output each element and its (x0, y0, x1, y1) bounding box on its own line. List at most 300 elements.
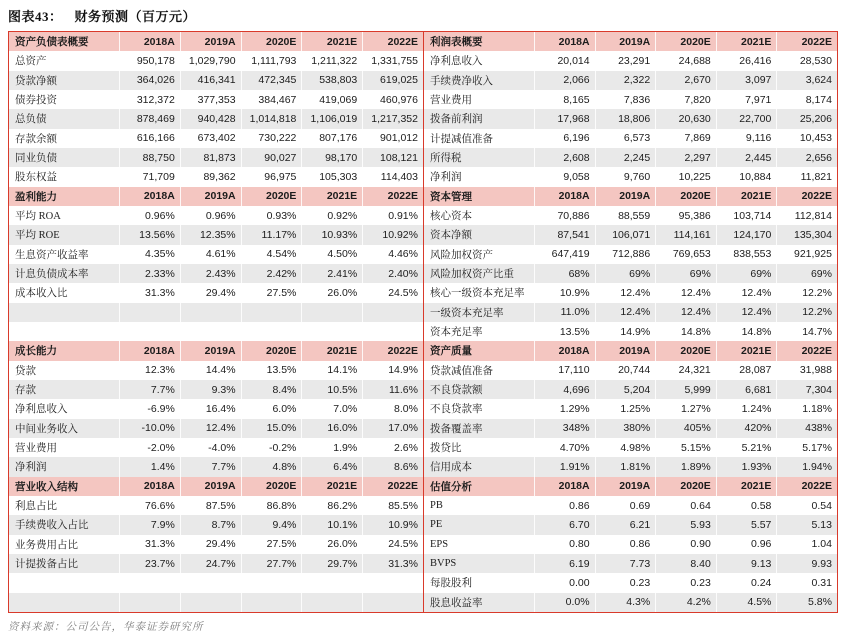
table-row (424, 535, 837, 554)
column-header: 2019A (595, 477, 656, 496)
filler-row (9, 322, 423, 341)
cell-value: 9,760 (595, 167, 656, 186)
cell-value: 769,653 (655, 245, 716, 264)
cell-value: 1.81% (595, 457, 656, 476)
row-label: 成本收入比 (15, 288, 68, 300)
cell-value: 12.2% (776, 303, 837, 322)
column-header: 2021E (301, 32, 362, 51)
cell-value: 8.7% (180, 515, 241, 534)
cell-value: 24.5% (362, 535, 423, 554)
cell-value: -2.0% (119, 438, 180, 457)
table-row (424, 593, 837, 612)
cell-value: 0.93% (241, 206, 302, 225)
table-row (424, 129, 837, 148)
cell-value: 460,976 (362, 90, 423, 109)
column-header: 2021E (301, 477, 362, 496)
table-row (9, 496, 423, 515)
right-table (423, 32, 837, 612)
cell-value: 7.7% (180, 457, 241, 476)
cell-value (301, 322, 362, 341)
table-row (424, 554, 837, 573)
cell-value: 0.24 (716, 573, 777, 592)
cell-value: 1,029,790 (180, 51, 241, 70)
row-label: 风险加权资产比重 (430, 269, 514, 281)
cell-value: 24.7% (180, 554, 241, 573)
table-row (424, 457, 837, 476)
cell-value: 16.4% (180, 399, 241, 418)
cell-value: 7.7% (119, 380, 180, 399)
cell-value: 69% (716, 264, 777, 283)
cell-value: 4.98% (595, 438, 656, 457)
row-label: 一级资本充足率 (430, 307, 504, 319)
table-row (9, 109, 423, 128)
figure-name: 财务预测（百万元） (74, 9, 197, 24)
cell-value: 13.5% (534, 322, 595, 341)
row-label: 信用成本 (430, 462, 472, 474)
cell-value: 98,170 (301, 148, 362, 167)
column-header: 2021E (716, 477, 777, 496)
cell-value: 15.0% (241, 419, 302, 438)
cell-value: 26.0% (301, 283, 362, 302)
cell-value: 1.29% (534, 399, 595, 418)
cell-value: 14.8% (655, 322, 716, 341)
cell-value: 0.96% (180, 206, 241, 225)
cell-value: 29.7% (301, 554, 362, 573)
cell-value: 12.35% (180, 225, 241, 244)
column-header: 2019A (180, 477, 241, 496)
table-row (9, 380, 423, 399)
cell-value: 0.0% (534, 593, 595, 612)
cell-value: 89,362 (180, 167, 241, 186)
column-header: 2022E (362, 477, 423, 496)
cell-value: 106,071 (595, 225, 656, 244)
cell-value: 12.2% (776, 283, 837, 302)
table-row (424, 361, 837, 380)
cell-value: 96,975 (241, 167, 302, 186)
column-header: 2022E (776, 341, 837, 360)
table-row (424, 438, 837, 457)
cell-value: 25,206 (776, 109, 837, 128)
row-label: 不良贷款率 (430, 404, 483, 416)
row-label: 业务费用占比 (15, 539, 78, 551)
row-label: 总资产 (15, 56, 47, 68)
cell-value: 0.80 (534, 535, 595, 554)
cell-value: 0.96 (716, 535, 777, 554)
cell-value: 10,884 (716, 167, 777, 186)
row-label: 中间业务收入 (15, 423, 78, 435)
cell-value: 86.2% (301, 496, 362, 515)
cell-value: -10.0% (119, 419, 180, 438)
cell-value: 807,176 (301, 129, 362, 148)
cell-value: 7.9% (119, 515, 180, 534)
cell-value: 619,025 (362, 71, 423, 90)
cell-value: 12.4% (716, 303, 777, 322)
cell-value: 88,559 (595, 206, 656, 225)
row-label: 核心一级资本充足率 (430, 288, 525, 300)
cell-value: 87,541 (534, 225, 595, 244)
table-row (424, 148, 837, 167)
section-title: 资本管理 (430, 191, 472, 203)
section-header-row (424, 32, 837, 51)
cell-value: 7,820 (655, 90, 716, 109)
row-label: 所得税 (430, 153, 462, 165)
cell-value: 4.5% (716, 593, 777, 612)
cell-value (241, 573, 302, 592)
row-label: 生息资产收益率 (15, 249, 89, 261)
cell-value: 11,821 (776, 167, 837, 186)
cell-value: 5,204 (595, 380, 656, 399)
cell-value: 2.40% (362, 264, 423, 283)
row-label: 股东权益 (15, 172, 57, 184)
section-title: 利润表概要 (430, 37, 483, 49)
column-header: 2022E (776, 477, 837, 496)
cell-value: 31,988 (776, 361, 837, 380)
cell-value: 2,608 (534, 148, 595, 167)
row-label: 债券投资 (15, 95, 57, 107)
cell-value: 8,165 (534, 90, 595, 109)
cell-value: 6.4% (301, 457, 362, 476)
row-label: 总负债 (15, 114, 47, 126)
table-row (9, 419, 423, 438)
filler-row (9, 593, 423, 612)
column-header: 2018A (119, 32, 180, 51)
cell-value: 0.69 (595, 496, 656, 515)
cell-value: 0.86 (595, 535, 656, 554)
cell-value (241, 593, 302, 612)
row-label: 拨备前利润 (430, 114, 483, 126)
cell-value: 538,803 (301, 71, 362, 90)
cell-value: 0.92% (301, 206, 362, 225)
table-row (424, 496, 837, 515)
cell-value: 4.70% (534, 438, 595, 457)
cell-value: 1,331,755 (362, 51, 423, 70)
row-label: BVPS (430, 558, 457, 570)
cell-value: 31.3% (362, 554, 423, 573)
table-row (9, 225, 423, 244)
cell-value: 0.96% (119, 206, 180, 225)
row-label: 存款 (15, 385, 36, 397)
row-label: 贷款 (15, 365, 36, 377)
cell-value: 4.46% (362, 245, 423, 264)
row-label: 计提拨备占比 (15, 559, 78, 571)
row-label (9, 303, 119, 322)
cell-value: 1.4% (119, 457, 180, 476)
cell-value: 5.13 (776, 515, 837, 534)
row-label: 资本充足率 (430, 327, 483, 339)
section-header-row (9, 187, 423, 206)
cell-value: 5.93 (655, 515, 716, 534)
cell-value: 12.4% (595, 283, 656, 302)
filler-row (9, 573, 423, 592)
cell-value: 20,630 (655, 109, 716, 128)
table-row (424, 225, 837, 244)
section-title: 估值分析 (430, 481, 472, 493)
cell-value: 4.61% (180, 245, 241, 264)
cell-value: 4.50% (301, 245, 362, 264)
financial-forecast-table (8, 31, 838, 613)
cell-value: 112,814 (776, 206, 837, 225)
column-header: 2022E (776, 32, 837, 51)
cell-value: 0.91% (362, 206, 423, 225)
cell-value: 364,026 (119, 71, 180, 90)
cell-value: 24,688 (655, 51, 716, 70)
cell-value: 13.56% (119, 225, 180, 244)
section-title: 营业收入结构 (15, 481, 78, 493)
column-header: 2020E (655, 477, 716, 496)
cell-value: 5.8% (776, 593, 837, 612)
table-row (9, 457, 423, 476)
cell-value: 14.7% (776, 322, 837, 341)
table-row (424, 71, 837, 90)
row-label: 营业费用 (430, 95, 472, 107)
cell-value: 1.93% (716, 457, 777, 476)
table-row (424, 303, 837, 322)
cell-value: 11.17% (241, 225, 302, 244)
cell-value (301, 593, 362, 612)
cell-value: 124,170 (716, 225, 777, 244)
table-row (424, 206, 837, 225)
row-label: 每股股利 (430, 578, 472, 590)
column-header: 2018A (534, 187, 595, 206)
cell-value: 17.0% (362, 419, 423, 438)
cell-value: 27.5% (241, 535, 302, 554)
cell-value (180, 303, 241, 322)
cell-value (241, 322, 302, 341)
section-title: 资产负债表概要 (15, 37, 89, 49)
cell-value: 950,178 (119, 51, 180, 70)
cell-value (119, 303, 180, 322)
row-label: 手续费收入占比 (15, 520, 89, 532)
table-row (9, 515, 423, 534)
row-label: 净利润 (15, 462, 47, 474)
column-header: 2018A (119, 477, 180, 496)
cell-value: 14.4% (180, 361, 241, 380)
cell-value: 69% (776, 264, 837, 283)
row-label: 风险加权资产 (430, 249, 493, 261)
cell-value: 0.90 (655, 535, 716, 554)
cell-value: 921,925 (776, 245, 837, 264)
cell-value: 9.4% (241, 515, 302, 534)
cell-value: 20,014 (534, 51, 595, 70)
cell-value: 14.9% (595, 322, 656, 341)
cell-value (301, 573, 362, 592)
cell-value: 940,428 (180, 109, 241, 128)
cell-value: 377,353 (180, 90, 241, 109)
cell-value: 7,304 (776, 380, 837, 399)
cell-value: 27.7% (241, 554, 302, 573)
column-header: 2020E (241, 32, 302, 51)
row-label: 利息占比 (15, 501, 57, 513)
cell-value: 108,121 (362, 148, 423, 167)
column-header: 2021E (716, 187, 777, 206)
cell-value: 5.17% (776, 438, 837, 457)
cell-value: 24,321 (655, 361, 716, 380)
table-row (9, 399, 423, 418)
cell-value: 22,700 (716, 109, 777, 128)
row-label: 计息负债成本率 (15, 269, 89, 281)
cell-value: 9,116 (716, 129, 777, 148)
cell-value: 69% (595, 264, 656, 283)
row-label: PE (430, 519, 443, 531)
row-label: 股息收益率 (430, 597, 483, 609)
cell-value: 6.21 (595, 515, 656, 534)
cell-value: 6,196 (534, 129, 595, 148)
table-row (9, 245, 423, 264)
cell-value: 26.0% (301, 535, 362, 554)
row-label: 计提减值准备 (430, 133, 493, 145)
table-row (9, 554, 423, 573)
cell-value (180, 322, 241, 341)
cell-value: 673,402 (180, 129, 241, 148)
cell-value: 2,670 (655, 71, 716, 90)
cell-value: 4.54% (241, 245, 302, 264)
cell-value: 11.6% (362, 380, 423, 399)
cell-value: 6,681 (716, 380, 777, 399)
cell-value: 10.93% (301, 225, 362, 244)
figure-title (8, 6, 196, 25)
column-header: 2019A (595, 32, 656, 51)
table-row (9, 90, 423, 109)
cell-value: 17,968 (534, 109, 595, 128)
row-label: 贷款净额 (15, 75, 57, 87)
column-header: 2018A (119, 187, 180, 206)
cell-value: 14.9% (362, 361, 423, 380)
cell-value: 86.8% (241, 496, 302, 515)
cell-value: 23.7% (119, 554, 180, 573)
cell-value: 4.35% (119, 245, 180, 264)
column-header: 2021E (301, 341, 362, 360)
cell-value (119, 593, 180, 612)
cell-value (180, 593, 241, 612)
table-row (9, 71, 423, 90)
cell-value: 12.4% (716, 283, 777, 302)
cell-value: 416,341 (180, 71, 241, 90)
table-row (424, 51, 837, 70)
cell-value: 28,087 (716, 361, 777, 380)
left-table (9, 32, 423, 612)
table-row (424, 167, 837, 186)
cell-value: 7,836 (595, 90, 656, 109)
cell-value: 901,012 (362, 129, 423, 148)
cell-value: 14.8% (716, 322, 777, 341)
cell-value: 5.21% (716, 438, 777, 457)
cell-value: 384,467 (241, 90, 302, 109)
table-row (424, 419, 837, 438)
cell-value (180, 573, 241, 592)
cell-value: 5,999 (655, 380, 716, 399)
cell-value: 28,530 (776, 51, 837, 70)
cell-value: 2,656 (776, 148, 837, 167)
cell-value: 76.6% (119, 496, 180, 515)
row-label: 资本净额 (430, 230, 472, 242)
column-header: 2019A (595, 187, 656, 206)
cell-value: -0.2% (241, 438, 302, 457)
column-header: 2019A (180, 32, 241, 51)
cell-value: 472,345 (241, 71, 302, 90)
column-header: 2019A (595, 341, 656, 360)
cell-value: 7,869 (655, 129, 716, 148)
row-label: 不良贷款额 (430, 385, 483, 397)
table-row (424, 109, 837, 128)
table-row (424, 283, 837, 302)
table-row (9, 206, 423, 225)
table-row (424, 322, 837, 341)
cell-value: 2.6% (362, 438, 423, 457)
cell-value: 10.1% (301, 515, 362, 534)
table-row (424, 90, 837, 109)
table-row (424, 515, 837, 534)
cell-value: 1,211,322 (301, 51, 362, 70)
row-label: 存款余额 (15, 133, 57, 145)
column-header: 2018A (119, 341, 180, 360)
table-row (9, 361, 423, 380)
cell-value: 1,106,019 (301, 109, 362, 128)
cell-value: 90,027 (241, 148, 302, 167)
cell-value: 1.89% (655, 457, 716, 476)
table-row (9, 283, 423, 302)
cell-value: 7.0% (301, 399, 362, 418)
column-header: 2020E (655, 32, 716, 51)
section-header-row (9, 341, 423, 360)
cell-value: 10,453 (776, 129, 837, 148)
cell-value: 1,217,352 (362, 109, 423, 128)
column-header: 2022E (362, 32, 423, 51)
cell-value: 6,573 (595, 129, 656, 148)
cell-value: 4.2% (655, 593, 716, 612)
section-header-row (424, 187, 837, 206)
row-label: 平均 ROE (15, 230, 60, 242)
cell-value: 105,303 (301, 167, 362, 186)
cell-value: 6.70 (534, 515, 595, 534)
cell-value: 2,322 (595, 71, 656, 90)
section-title: 成长能力 (15, 346, 57, 358)
section-header-row (424, 477, 837, 496)
cell-value: 7.73 (595, 554, 656, 573)
cell-value: 3,097 (716, 71, 777, 90)
cell-value: 438% (776, 419, 837, 438)
cell-value: 10.5% (301, 380, 362, 399)
row-label (9, 573, 119, 592)
cell-value: 29.4% (180, 283, 241, 302)
cell-value (241, 303, 302, 322)
figure-number: 图表43： (8, 9, 63, 24)
column-header: 2022E (362, 187, 423, 206)
column-header: 2022E (776, 187, 837, 206)
cell-value: 647,419 (534, 245, 595, 264)
cell-value: 0.00 (534, 573, 595, 592)
column-header: 2018A (534, 341, 595, 360)
cell-value: 6.0% (241, 399, 302, 418)
cell-value: 12.4% (595, 303, 656, 322)
cell-value: -4.0% (180, 438, 241, 457)
cell-value: -6.9% (119, 399, 180, 418)
cell-value: 69% (655, 264, 716, 283)
cell-value: 616,166 (119, 129, 180, 148)
table-row (9, 51, 423, 70)
cell-value: 5.57 (716, 515, 777, 534)
cell-value: 1.91% (534, 457, 595, 476)
cell-value: 712,886 (595, 245, 656, 264)
column-header: 2020E (655, 187, 716, 206)
column-header: 2021E (716, 341, 777, 360)
cell-value: 10,225 (655, 167, 716, 186)
cell-value: 312,372 (119, 90, 180, 109)
cell-value: 1.04 (776, 535, 837, 554)
cell-value: 31.3% (119, 283, 180, 302)
table-row (424, 573, 837, 592)
table-row (9, 167, 423, 186)
table-row (9, 129, 423, 148)
